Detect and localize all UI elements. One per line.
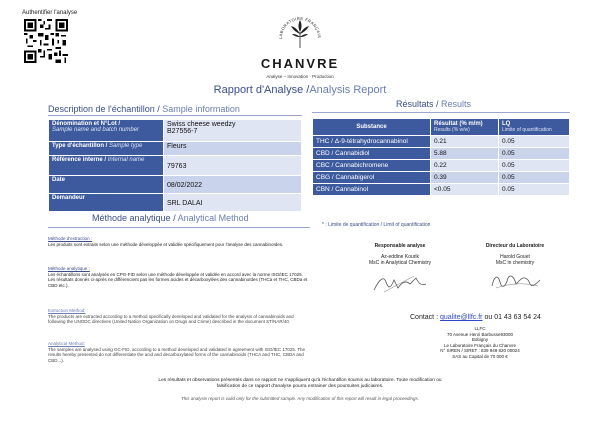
extraction-method-en: Extraction Method: The products are extracted according to a method specifically developed and validated for the analysis of cannabinoids and following the UNODC directives (United Nation Organization on Drugs and Crime) described in the document ST/NAR/40. [48, 308, 294, 325]
substance-name: CBN / Cannabinol [313, 184, 431, 196]
table-row [49, 142, 302, 156]
extraction-method-fr: Méthode d'extraction : Les produits sont extraits selon une méthode développée et validée spécifiquement pour l'analyse des cannabinoïdes. [48, 236, 284, 247]
analyst-signature-block [345, 243, 455, 267]
director-signature [486, 270, 546, 294]
substance-name: CBD / Cannabidiol [313, 148, 431, 160]
qr-code[interactable] [24, 19, 68, 63]
analyst-title: MsC in Analytical Chemistry [369, 260, 431, 266]
results-table [312, 118, 570, 196]
result-value: 0.39 [431, 172, 499, 184]
director-name: Harold Gouet [500, 253, 530, 260]
hemp-leaf-icon [276, 12, 324, 52]
result-value: <0.05 [431, 184, 499, 196]
director-role: Directeur du Laboratoire [485, 243, 545, 249]
analytical-method-en: Analytical Method: The samples are analysed using GC-FID, according to a method developed and validated in agreement with ISO/IEC 17025. The results hereby presented do not differentiate the acid and decarboxylated forms of the cannabinoids (THCA and THC, CBDA and CBD...). [48, 341, 306, 363]
analytical-method-fr: Méthode analytique : Les échantillons sont analysés en CPG-FID selon une méthode développée et validée en accord avec la norme ISO/IEC 17025. Les résultats donnés ci-après ne différencient pas les formes acides et décarboxylées des cannabinoïdes (THCa et THC, CBDa et CBD etc.). [48, 266, 308, 288]
result-header: Résultat (% m/m) Results (% w/w) [431, 119, 499, 136]
requester-label: Demandeur [49, 194, 164, 212]
director-signature-block [460, 243, 570, 267]
director-title: MsC in chemistry [495, 260, 535, 266]
results-section-title: Résultats / Results [396, 99, 472, 109]
sample-info-table [48, 119, 302, 212]
sample-section-title: Description de l'échantillon / Sample information [48, 104, 240, 114]
table-row [313, 160, 570, 172]
logo-ring-text: LABORATOIRE FRANÇAIS [277, 15, 323, 40]
substance-name: THC / Δ-9-tétrahydrocannabinol [313, 136, 431, 148]
substance-name: CBG / Cannabigerol [313, 172, 431, 184]
table-row [313, 184, 570, 196]
results-header-row [313, 119, 570, 136]
sample-type-value: Fleurs [164, 142, 302, 156]
lab-logo [240, 12, 360, 84]
result-value: 0.21 [431, 136, 499, 148]
lab-address: LLFC 70 Avenue Henri Barbusse93000 Bobigny Le Laboratoire Français du Chanvre N° SIREN / SIRET : 839 949 820 00024 SAS au Capital de 70 000 € [440, 326, 520, 359]
sample-name-label: Dénomination et N°Lot / Sample name and batch number [49, 120, 164, 142]
date-value: 08/02/2022 [164, 176, 302, 194]
report-title-en: Analysis Report [309, 84, 387, 96]
substance-header: Substance [313, 119, 431, 136]
logo-name: CHANVRE [260, 56, 340, 71]
lq-value: 0.05 [499, 172, 570, 184]
table-row [313, 136, 570, 148]
authenticate-label: Authentifier l'analyse [22, 10, 78, 16]
lq-value: 0.05 [499, 136, 570, 148]
table-row [49, 194, 302, 212]
table-row [313, 172, 570, 184]
sample-name-value: Swiss cheese weedzy B27556-7 [164, 120, 302, 142]
lq-value: 0.05 [499, 184, 570, 196]
table-row [49, 156, 302, 176]
report-title-fr: Rapport d'Analyse [213, 84, 304, 96]
result-value: 5.88 [431, 148, 499, 160]
report-title: Rapport d'Analyse /Analysis Report [213, 84, 387, 96]
loq-note: * : Limite de quantification / Limit of quantification [322, 222, 431, 228]
contact-info: Contact : qualite@llfc.fr ou 01 43 63 54 24 [410, 314, 541, 321]
method-section-title: Méthode analytique / Analytical Method [92, 213, 249, 223]
table-row [49, 176, 302, 194]
lq-value: 0.05 [499, 148, 570, 160]
analyst-name: Az-eddine Kourik [380, 253, 420, 260]
lq-value: 0.05 [499, 160, 570, 172]
result-value: 0.22 [431, 160, 499, 172]
table-row [313, 148, 570, 160]
requester-value: SRL DALAI [164, 194, 302, 212]
footer-disclaimer-en: This analysis report is valid only for the submitted sample. Any modification of this report will result in legal proceedings. [181, 396, 419, 401]
table-row [49, 120, 302, 142]
footer-disclaimer-fr: Les résultats et observations présentés dans ce rapport ne s'appliquent qu'à l'échantillon soumis au laboratoire. Toute modification ou falsification de ce rapport d'analyse pourra entrainer des poursuites judiciaires. [158, 378, 442, 389]
internal-ref-label: Référence interne / Internal name [49, 156, 164, 176]
substance-name: CBC / Cannabichromene [313, 160, 431, 172]
contact-email-link[interactable]: qualite@llfc.fr [439, 314, 483, 321]
method-section-divider [48, 227, 310, 228]
lq-header: LQ Limite of quantification [499, 119, 570, 136]
logo-tagline: Analyse – Innovation · Production [266, 74, 334, 79]
sample-type-label: Type d'échantillon / Sample type [49, 142, 164, 156]
date-label: Date [49, 176, 164, 194]
internal-ref-value: 79763 [164, 156, 302, 176]
results-section-divider [312, 112, 570, 113]
sample-section-divider [48, 115, 302, 116]
analyst-role: Responsable analyse [374, 243, 426, 249]
contact-phone: 01 43 63 54 24 [494, 314, 541, 321]
analyst-signature [370, 272, 430, 296]
